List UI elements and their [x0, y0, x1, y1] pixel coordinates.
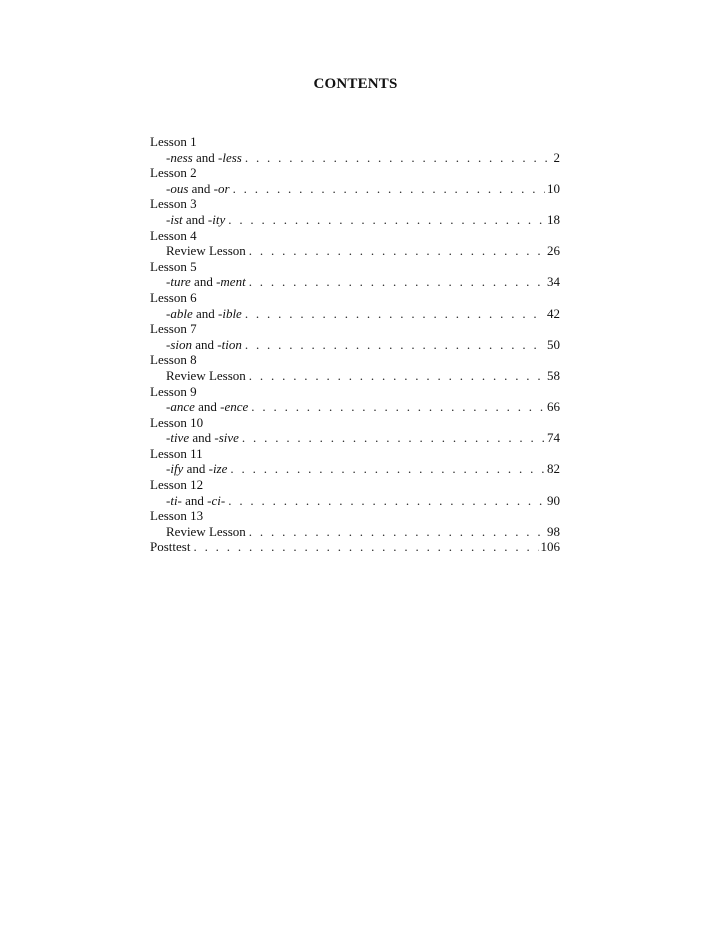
page-number: 34: [547, 274, 560, 290]
toc-entry: [150, 274, 560, 290]
page-number: 42: [547, 305, 560, 321]
dot-leader: [251, 399, 545, 415]
page-title: CONTENTS: [313, 76, 398, 92]
conjunction: and: [185, 211, 205, 227]
toc-entry-posttest: [150, 539, 560, 555]
conjunction: and: [198, 399, 217, 415]
conjunction: and: [195, 149, 215, 165]
entry-label: [166, 150, 242, 166]
entry-label: [166, 461, 227, 477]
toc-entry: [150, 337, 560, 353]
page-number: 98: [547, 523, 560, 539]
conjunction: and: [191, 180, 211, 196]
lesson-heading: Lesson 8: [150, 352, 197, 368]
page-number: 90: [547, 492, 560, 508]
toc-entry: [150, 181, 560, 197]
conjunction: and: [185, 492, 204, 508]
page-number: 74: [547, 430, 560, 446]
toc-entry: [150, 212, 560, 228]
page-number: 58: [547, 367, 560, 383]
lesson-heading: Lesson 6: [150, 289, 197, 305]
suffix: -ence: [220, 399, 249, 415]
page-number: 106: [540, 539, 560, 555]
lesson-heading: Lesson 4: [150, 227, 197, 243]
suffix: -ture: [166, 274, 191, 290]
dot-leader: [249, 243, 545, 259]
lesson-heading: Lesson 5: [150, 258, 197, 274]
suffix: -or: [213, 180, 230, 196]
lesson-heading: Lesson 11: [150, 445, 203, 461]
entry-label: Review Lesson: [166, 523, 246, 539]
lesson-heading: Lesson 9: [150, 383, 197, 399]
suffix: -ist: [166, 211, 183, 227]
page-number: 18: [547, 211, 560, 227]
table-of-contents: [150, 134, 560, 555]
page-number: 2: [553, 149, 560, 165]
suffix: -sion: [166, 336, 192, 352]
suffix: -ness: [166, 149, 193, 165]
suffix: -able: [166, 305, 193, 321]
conjunction: and: [195, 305, 215, 321]
conjunction: and: [186, 461, 206, 477]
suffix: -ti-: [166, 492, 182, 508]
dot-leader: [249, 274, 545, 290]
toc-entry: [150, 306, 560, 322]
toc-entry: [150, 524, 560, 540]
entry-label: [166, 493, 225, 509]
dot-leader: [230, 461, 545, 477]
suffix: -ance: [166, 399, 195, 415]
lesson-heading: Lesson 12: [150, 477, 204, 493]
toc-entry: [150, 368, 560, 384]
dot-leader: [228, 493, 545, 509]
conjunction: and: [195, 336, 215, 352]
suffix: -ous: [166, 180, 189, 196]
suffix: -less: [218, 149, 242, 165]
dot-leader: [228, 212, 545, 228]
dot-leader: [249, 368, 545, 384]
conjunction: and: [192, 430, 212, 446]
dot-leader: [193, 539, 538, 555]
entry-label: [166, 337, 242, 353]
page-number: 82: [547, 461, 560, 477]
lesson-heading: Lesson 1: [150, 134, 197, 149]
suffix: -sive: [214, 430, 239, 446]
conjunction: and: [194, 274, 213, 290]
suffix: -ment: [216, 274, 246, 290]
toc-entry: [150, 430, 560, 446]
suffix: -ize: [208, 461, 228, 477]
dot-leader: [233, 181, 545, 197]
toc-entry: [150, 399, 560, 415]
dot-leader: [245, 150, 552, 166]
lesson-heading: Lesson 3: [150, 196, 197, 212]
entry-label: [166, 306, 242, 322]
page-number: 66: [547, 399, 560, 415]
lesson-heading: Lesson 10: [150, 414, 204, 430]
dot-leader: [245, 306, 545, 322]
lesson-heading: Lesson 2: [150, 165, 197, 181]
dot-leader: [249, 524, 545, 540]
page-number: 26: [547, 243, 560, 259]
toc-entry: [150, 461, 560, 477]
suffix: -ity: [207, 211, 226, 227]
dot-leader: [245, 337, 545, 353]
page-number: 10: [547, 180, 560, 196]
suffix: -ify: [166, 461, 184, 477]
toc-entry: [150, 493, 560, 509]
suffix: -ci-: [207, 492, 226, 508]
entry-label: [166, 399, 248, 415]
suffix: -tion: [217, 336, 242, 352]
entry-label: [166, 430, 239, 446]
entry-label: Posttest: [150, 539, 191, 555]
entry-label: Review Lesson: [166, 243, 246, 259]
toc-entry: [150, 150, 560, 166]
dot-leader: [242, 430, 545, 446]
entry-label: [166, 274, 246, 290]
page-number: 50: [547, 336, 560, 352]
toc-entry: [150, 243, 560, 259]
lesson-heading: Lesson 7: [150, 321, 197, 337]
suffix: -ible: [218, 305, 242, 321]
lesson-heading: Lesson 13: [150, 508, 204, 524]
entry-label: [166, 212, 225, 228]
entry-label: Review Lesson: [166, 367, 246, 383]
entry-label: [166, 181, 230, 197]
suffix: -tive: [166, 430, 190, 446]
